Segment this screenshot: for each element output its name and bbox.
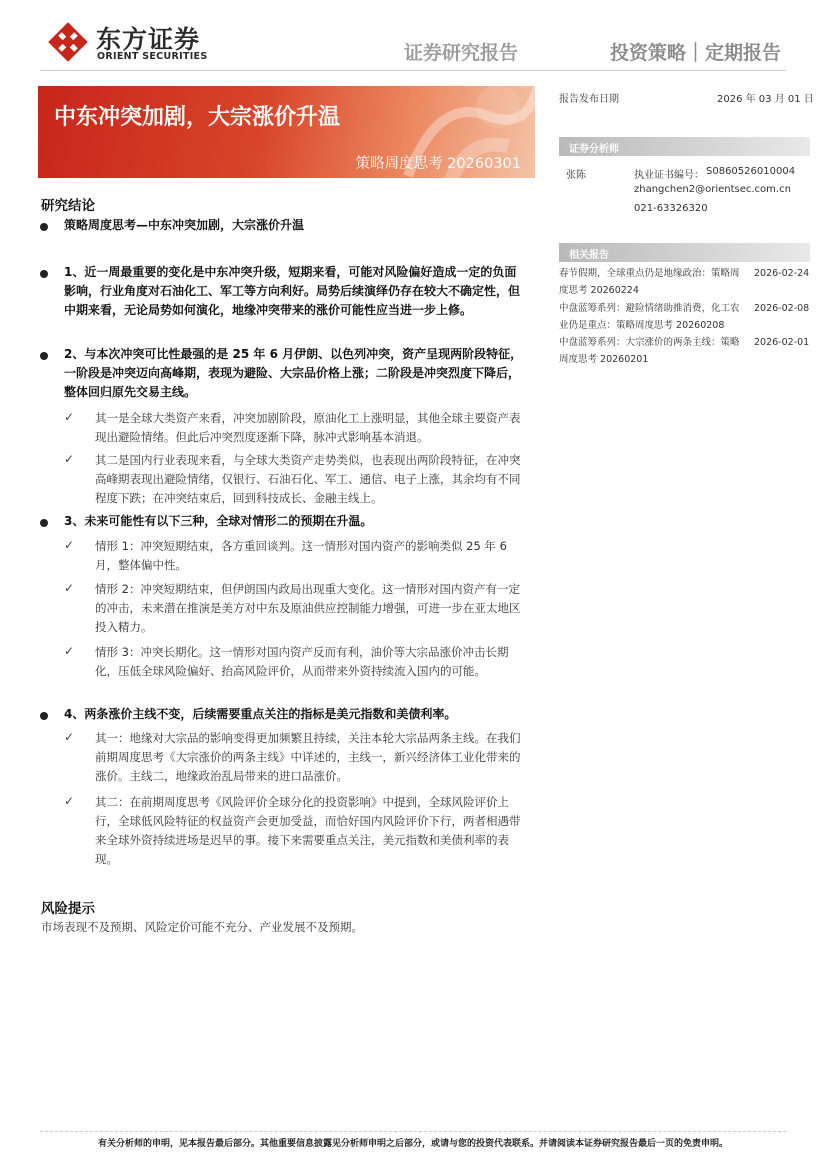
sub-point-3-2: 情形 2：冲突短期结束，但伊朗国内政局出现重大变化。这一情形对国内资产有一定的冲击，未来潜在推演是美方对中东及原油供应控制能力增强，可进一步在亚太地区投入精力。 xyxy=(95,582,521,634)
related-report-date: 2026-02-08 xyxy=(754,303,810,314)
cert-label: 执业证书编号： xyxy=(634,170,704,181)
analyst-header: 证券分析师 xyxy=(569,144,619,155)
check-icon: ✓ xyxy=(64,581,75,595)
report-subtitle: 策略周度思考 20260301 xyxy=(355,156,521,172)
bullet-icon xyxy=(40,223,48,231)
cert-number: S0860526010004 xyxy=(706,166,796,177)
related-report-date: 2026-02-01 xyxy=(754,337,810,348)
logo-mark-icon xyxy=(48,22,88,62)
report-type: 投资策略｜定期报告 xyxy=(610,42,782,64)
related-header-bar xyxy=(559,243,810,262)
bullet-icon xyxy=(40,270,48,278)
analyst-email[interactable]: zhangchen2@orientsec.com.cn xyxy=(634,184,791,195)
analyst-header-bar xyxy=(559,137,810,156)
footer-disclaimer: 有关分析师的申明，见本报告最后部分。其他重要信息披露见分析师申明之后部分，或请与您的投资代表联系。并请阅读本证券研究报告最后一页的免责申明。 xyxy=(97,1139,728,1149)
sub-point-4-1: 其一：地缘对大宗品的影响变得更加频繁且持续，关注本轮大宗品两条主线。在我们前期周度思考《大宗涨价的两条主线》中详述的，主线一，新兴经济体工业化带来的涨价。主线二，地缘政治乱局带来的进口品涨价。 xyxy=(95,731,521,783)
publish-date-label: 报告发布日期 xyxy=(559,94,619,105)
sub-point-2-1: 其一是全球大类资产来看，冲突加剧阶段，原油化工上涨明显，其他全球主要资产表现出避险情绪。但此后冲突烈度逐渐下降，脉冲式影响基本消退。 xyxy=(95,411,521,444)
logo-text-cn: 东方证券 xyxy=(96,25,201,54)
related-header: 相关报告 xyxy=(569,250,609,261)
key-point-4: 4、两条涨价主线不变，后续需要重点关注的指标是美元指数和美债利率。 xyxy=(64,707,457,721)
related-report-link[interactable]: 中盘蓝筹系列：大宗涨价的两条主线：策略周度思考 20260201 xyxy=(559,337,740,365)
check-icon: ✓ xyxy=(64,794,75,808)
related-report-link[interactable]: 中盘蓝筹系列：避险情绪助推消费，化工农业仍是重点：策略周度思考 20260208 xyxy=(559,303,740,331)
related-report-link[interactable]: 春节假期，全球重点仍是地缘政治：策略周度思考 20260224 xyxy=(559,268,740,296)
bullet-icon xyxy=(40,712,48,720)
key-point-1: 1、近一周最重要的变化是中东冲突升级，短期来看，可能对风险偏好造成一定的负面影响，行业角度对石油化工、军工等方向利好。局势后续演绎仍存在较大不确定性，但中期来看，无论局势如何演化，地缘冲突带来的涨价可能性应当进一步上修。 xyxy=(64,265,521,317)
check-icon: ✓ xyxy=(64,410,75,424)
sub-point-2-2: 其二是国内行业表现来看，与全球大类资产走势类似，也表现出两阶段特征，在冲突高峰期表现出避险情绪，仅银行、石油石化、军工、通信、电子上涨，其余均有不同程度下跌；在冲突结束后，回到科技成长、金融主线上。 xyxy=(95,453,521,505)
sub-point-3-3: 情形 3：冲突长期化。这一情形对国内资产反而有利，油价等大宗品涨价冲击长期化，压低全球风险偏好、抬高风险评价，从而带来外资持续流入国内的可能。 xyxy=(95,645,509,678)
bullet-icon xyxy=(40,352,48,360)
key-point-2: 2、与本次冲突可比性最强的是 25 年 6 月伊朗、以色列冲突，资产呈现两阶段特征，一阶段是冲突迈向高峰期，表现为避险、大宗品价格上涨；二阶段是冲突烈度下降后，整体回归原先交易主线。 xyxy=(64,347,523,399)
check-icon: ✓ xyxy=(64,452,75,466)
sub-point-3-1: 情形 1：冲突短期结束，各方重回谈判。这一情形对国内资产的影响类似 25 年 6 月，整体偏中性。 xyxy=(95,539,507,572)
report-category: 证券研究报告 xyxy=(404,42,519,64)
summary-point: 策略周度思考—中东冲突加剧，大宗涨价升温 xyxy=(64,218,305,232)
risk-text: 市场表现不及预期、风险定价可能不充分、产业发展不及预期。 xyxy=(41,920,363,934)
title-banner xyxy=(38,86,535,178)
footer-divider xyxy=(40,1131,786,1132)
logo-text-en: ORIENT SECURITIES xyxy=(97,51,208,62)
company-logo xyxy=(48,20,223,66)
header-divider xyxy=(40,70,786,71)
risk-title: 风险提示 xyxy=(41,901,95,917)
key-point-3: 3、未来可能性有以下三种，全球对情形二的预期在升温。 xyxy=(64,514,373,528)
report-title: 中东冲突加剧，大宗涨价升温 xyxy=(54,105,341,130)
check-icon: ✓ xyxy=(64,644,75,658)
check-icon: ✓ xyxy=(64,730,75,744)
related-report-date: 2026-02-24 xyxy=(754,268,810,279)
bullet-icon xyxy=(40,519,48,527)
publish-date: 2026 年 03 月 01 日 xyxy=(717,94,814,105)
analyst-phone: 021-63326320 xyxy=(634,203,708,214)
check-icon: ✓ xyxy=(64,538,75,552)
section-title: 研究结论 xyxy=(41,198,95,214)
analyst-name: 张陈 xyxy=(566,170,586,181)
sub-point-4-2: 其二：在前期周度思考《风险评价全球分化的投资影响》中提到，全球风险评价上行，全球低风险特征的权益资产会更加受益，而恰好国内风险评价下行，两者相遇带来全球外资持续进场是迟早的事。接下来需要重点关注，美元指数和美债利率的表现。 xyxy=(95,795,521,866)
